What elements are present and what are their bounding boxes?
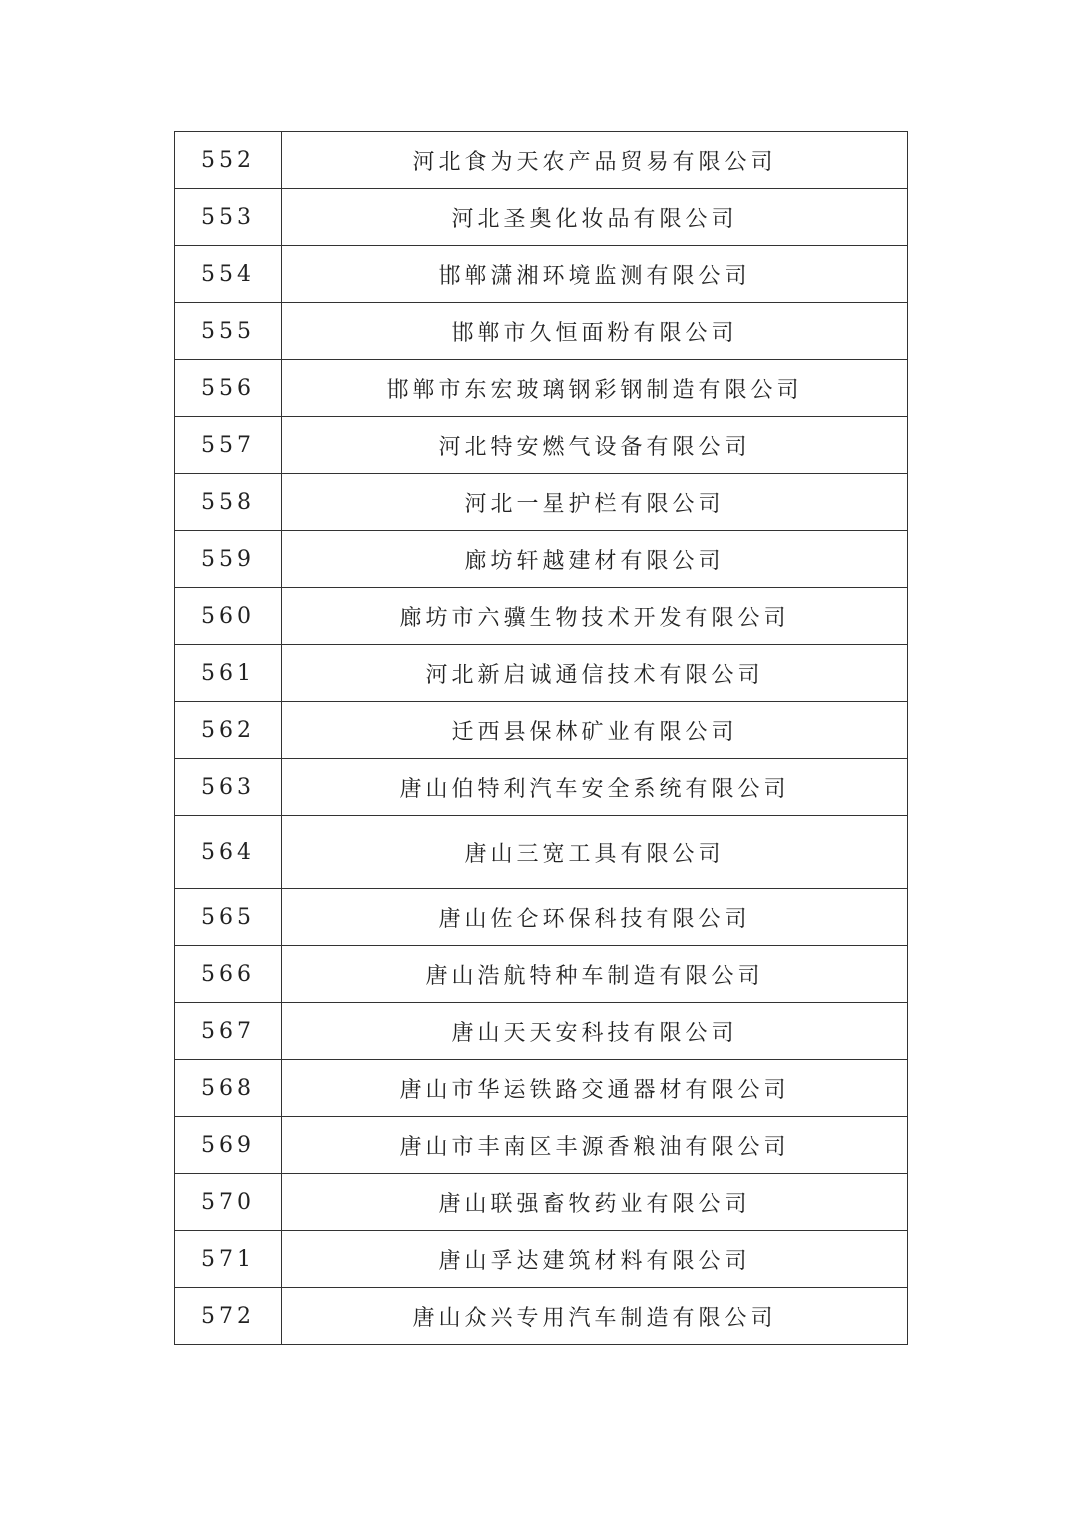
row-number: 560 <box>175 588 282 645</box>
table-row <box>175 946 908 1003</box>
table-row <box>175 889 908 946</box>
table-row <box>175 645 908 702</box>
table-row <box>175 1117 908 1174</box>
row-number: 552 <box>175 132 282 189</box>
row-number: 564 <box>175 816 282 889</box>
table-row <box>175 474 908 531</box>
row-number: 571 <box>175 1231 282 1288</box>
row-number: 558 <box>175 474 282 531</box>
row-number: 556 <box>175 360 282 417</box>
company-name: 唐山浩航特种车制造有限公司 <box>282 946 908 1003</box>
row-number: 570 <box>175 1174 282 1231</box>
company-name: 河北一星护栏有限公司 <box>282 474 908 531</box>
row-number: 569 <box>175 1117 282 1174</box>
company-name: 唐山市丰南区丰源香粮油有限公司 <box>282 1117 908 1174</box>
company-list-table <box>174 131 908 1345</box>
company-name: 河北新启诚通信技术有限公司 <box>282 645 908 702</box>
company-name: 唐山联强畜牧药业有限公司 <box>282 1174 908 1231</box>
company-name: 迁西县保林矿业有限公司 <box>282 702 908 759</box>
company-name: 廊坊轩越建材有限公司 <box>282 531 908 588</box>
company-name: 廊坊市六骥生物技术开发有限公司 <box>282 588 908 645</box>
row-number: 554 <box>175 246 282 303</box>
row-number: 555 <box>175 303 282 360</box>
row-number: 561 <box>175 645 282 702</box>
row-number: 557 <box>175 417 282 474</box>
row-number: 562 <box>175 702 282 759</box>
row-number: 572 <box>175 1288 282 1345</box>
table-row <box>175 303 908 360</box>
table-row <box>175 1003 908 1060</box>
row-number: 568 <box>175 1060 282 1117</box>
company-name: 河北圣奥化妆品有限公司 <box>282 189 908 246</box>
table-row <box>175 588 908 645</box>
row-number: 553 <box>175 189 282 246</box>
table-row <box>175 246 908 303</box>
company-name: 唐山众兴专用汽车制造有限公司 <box>282 1288 908 1345</box>
table-row <box>175 132 908 189</box>
table-row <box>175 1288 908 1345</box>
row-number: 566 <box>175 946 282 1003</box>
table-row <box>175 189 908 246</box>
row-number: 565 <box>175 889 282 946</box>
table-row <box>175 360 908 417</box>
company-name: 邯郸潇湘环境监测有限公司 <box>282 246 908 303</box>
company-name: 邯郸市东宏玻璃钢彩钢制造有限公司 <box>282 360 908 417</box>
row-number: 563 <box>175 759 282 816</box>
table-row <box>175 1174 908 1231</box>
company-name: 唐山佐仑环保科技有限公司 <box>282 889 908 946</box>
company-name: 唐山天天安科技有限公司 <box>282 1003 908 1060</box>
table-row <box>175 417 908 474</box>
row-number: 567 <box>175 1003 282 1060</box>
company-name: 河北食为天农产品贸易有限公司 <box>282 132 908 189</box>
row-number: 559 <box>175 531 282 588</box>
table-row <box>175 702 908 759</box>
company-name: 唐山伯特利汽车安全系统有限公司 <box>282 759 908 816</box>
table-row <box>175 531 908 588</box>
company-name: 唐山孚达建筑材料有限公司 <box>282 1231 908 1288</box>
table-row <box>175 759 908 816</box>
table-row <box>175 1231 908 1288</box>
company-name: 河北特安燃气设备有限公司 <box>282 417 908 474</box>
table-row <box>175 816 908 889</box>
table-row <box>175 1060 908 1117</box>
company-name: 唐山三宽工具有限公司 <box>282 816 908 889</box>
company-name: 唐山市华运铁路交通器材有限公司 <box>282 1060 908 1117</box>
company-name: 邯郸市久恒面粉有限公司 <box>282 303 908 360</box>
